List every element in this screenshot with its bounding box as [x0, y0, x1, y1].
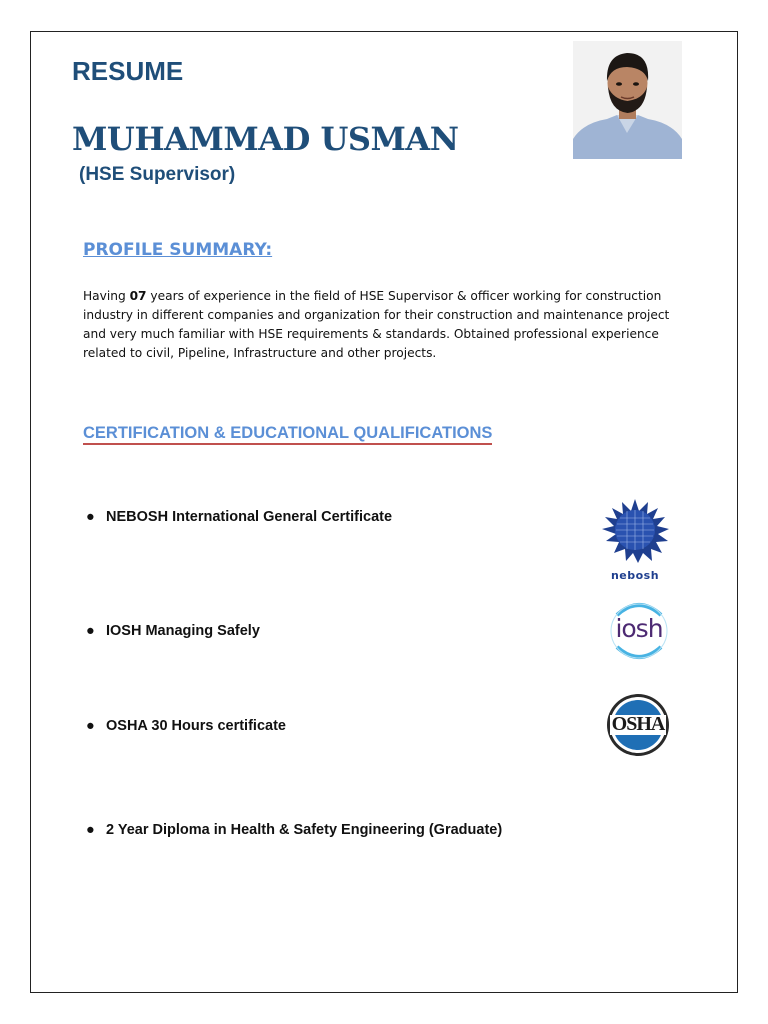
candidate-name: MUHAMMAD USMAN — [72, 120, 459, 158]
list-item-text: IOSH Managing Safely — [106, 623, 260, 639]
bullet-icon: ● — [86, 822, 95, 838]
nebosh-wordmark: nebosh — [610, 569, 660, 582]
profile-text-rest: years of experience in the field of HSE Supervisor & officer working for construction industry in different companies and organization for their construction and maintenance project and very much familiar with HSE requirements & standards. Obtained professional experience related to civil, Pipeline, Infrastructure and other projects. — [83, 289, 670, 360]
profile-photo — [573, 41, 682, 159]
profile-summary-text — [83, 287, 683, 363]
iosh-logo — [607, 601, 671, 661]
certifications-heading: CERTIFICATION & EDUCATIONAL QUALIFICATIONS — [83, 423, 492, 445]
profile-years: 07 — [129, 289, 147, 303]
osha-logo — [606, 693, 670, 757]
list-item-text: NEBOSH International General Certificate — [106, 509, 393, 525]
resume-label: RESUME — [72, 56, 184, 86]
list-item — [86, 822, 502, 838]
candidate-role: (HSE Supervisor) — [79, 164, 236, 185]
bullet-icon: ● — [86, 509, 95, 525]
list-item-text: OSHA 30 Hours certificate — [106, 718, 286, 734]
bullet-icon: ● — [86, 623, 95, 639]
bullet-icon: ● — [86, 718, 95, 734]
nebosh-logo — [598, 497, 672, 582]
osha-wordmark: OSHA — [611, 713, 665, 735]
list-item — [86, 509, 392, 525]
nebosh-burst-icon — [598, 497, 672, 563]
list-item — [86, 718, 286, 734]
person-photo-icon — [573, 41, 682, 159]
profile-summary-heading: PROFILE SUMMARY: — [83, 240, 273, 260]
list-item — [86, 623, 260, 639]
iosh-wordmark: iosh — [615, 614, 663, 643]
profile-text-lead: Having — [83, 289, 130, 303]
list-item-text: 2 Year Diploma in Health & Safety Engineering (Graduate) — [106, 822, 503, 838]
